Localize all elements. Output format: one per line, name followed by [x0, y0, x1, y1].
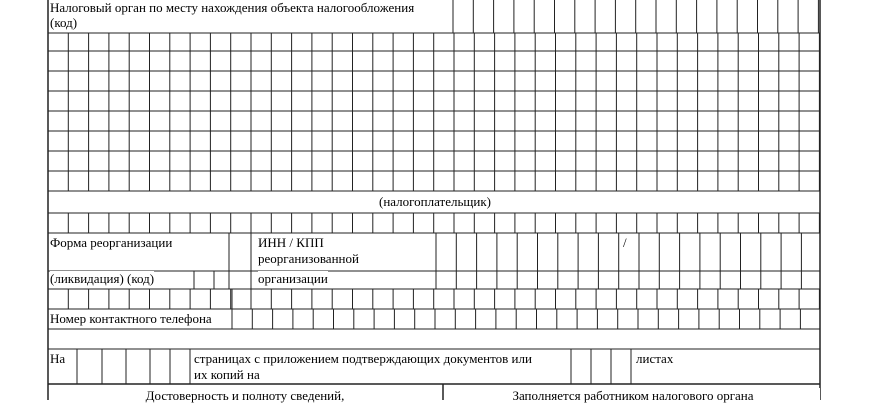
reorg-form-code-label: (ликвидация) (код): [50, 271, 155, 286]
inn-kpp-label-reorg: реорганизованной: [258, 251, 359, 266]
taxpayer-caption: (налогоплательщик): [370, 194, 500, 210]
sheets-suffix: листах: [636, 351, 674, 366]
phone-label: Номер контактного телефона: [50, 311, 212, 326]
pages-prefix: На: [50, 351, 66, 366]
reorg-form-label: Форма реорганизации: [50, 235, 173, 250]
tax-office-label-code: (код): [50, 15, 78, 30]
inn-kpp-label-org: организации: [258, 271, 328, 286]
tax-officer-heading: Заполняется работником налогового органа: [446, 388, 820, 404]
inn-kpp-label: ИНН / КПП: [258, 235, 324, 250]
tax-office-label: Налоговый орган по месту нахождения объекта налогообложения: [50, 0, 415, 15]
inn-kpp-separator: /: [623, 235, 627, 250]
pages-text-cont: их копий на: [194, 367, 260, 382]
pages-text: страницах с приложением подтверждающих документов или: [194, 351, 532, 366]
authenticity-heading: Достоверность и полноту сведений,: [50, 388, 440, 404]
